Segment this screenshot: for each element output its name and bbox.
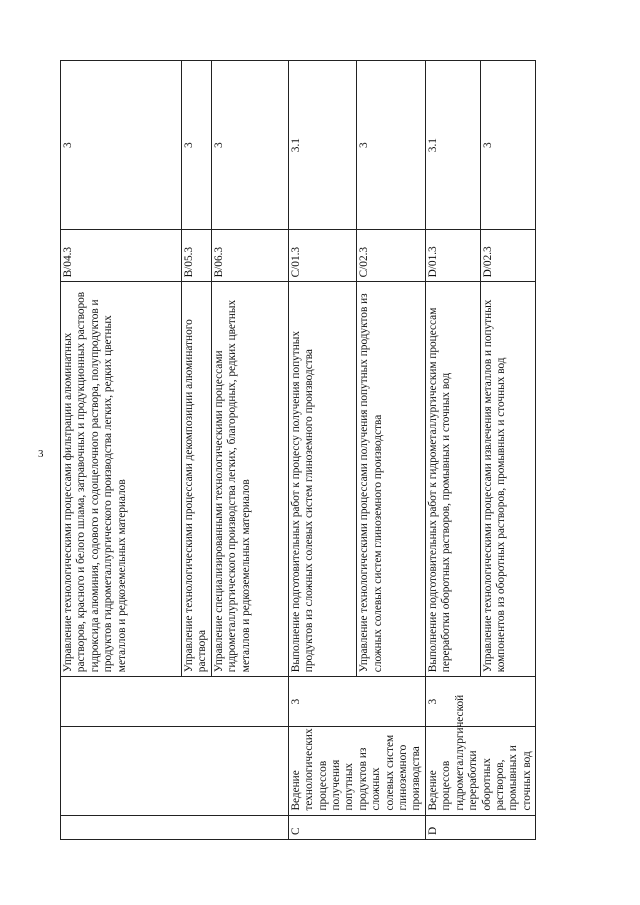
table-row bbox=[61, 61, 182, 840]
labor-function-level: 3.1 bbox=[288, 61, 357, 230]
qualification-level-cell bbox=[61, 677, 289, 727]
labor-function-name: Управление технологическими процессами фильтрации алюминатных растворов, красного и белого шлама, затравочных и продукционных растворов гидроксида алюминия, содового и содощелочного раствора, полупродуктов и продуктов гидрометаллургического производства легких, редких цветных металлов и редкоземельных материалов bbox=[61, 282, 182, 677]
labor-function-code: B/05.3 bbox=[182, 230, 212, 282]
function-code-cell bbox=[61, 815, 289, 839]
labor-function-name: Управление специализированными технологическими процессами гидрометаллургического производства легких, благородных, редких цветных металлов и редкоземельных материалов bbox=[211, 282, 288, 677]
rotated-table-container bbox=[60, 60, 533, 840]
function-name-cell bbox=[61, 727, 289, 815]
qualification-level-cell: 3 bbox=[425, 677, 535, 727]
table-row bbox=[288, 61, 357, 840]
page-number: 3 bbox=[38, 448, 44, 460]
function-code-cell: C bbox=[288, 815, 425, 839]
labor-function-level: 3 bbox=[357, 61, 426, 230]
labor-function-name: Выполнение подготовительных работ к процессу получения попутных продуктов из сложных солевых систем глиноземного производства bbox=[288, 282, 357, 677]
labor-function-name: Управление технологическими процессами декомпозиции алюминатного раствора bbox=[182, 282, 212, 677]
function-name-cell: Ведение технологических процессов получения попутных продуктов из сложных солевых систем глиноземного производства bbox=[288, 727, 425, 815]
labor-function-level: 3.1 bbox=[425, 61, 480, 230]
functions-table bbox=[60, 60, 536, 840]
labor-function-code: C/01.3 bbox=[288, 230, 357, 282]
labor-function-name: Управление технологическими процессами получения попутных продуктов из сложных солевых систем глиноземного производства bbox=[357, 282, 426, 677]
labor-function-code: B/04.3 bbox=[61, 230, 182, 282]
labor-function-code: D/02.3 bbox=[481, 230, 536, 282]
labor-function-code: C/02.3 bbox=[357, 230, 426, 282]
labor-function-name: Управление технологическими процессами извлечения металлов и попутных компонентов из оборотных растворов, промывных и сточных вод bbox=[481, 282, 536, 677]
labor-function-level: 3 bbox=[182, 61, 212, 230]
labor-function-code: B/06.3 bbox=[211, 230, 288, 282]
labor-function-level: 3 bbox=[211, 61, 288, 230]
labor-function-level: 3 bbox=[61, 61, 182, 230]
qualification-level-cell: 3 bbox=[288, 677, 425, 727]
function-code-cell: D bbox=[425, 815, 535, 839]
labor-function-level: 3 bbox=[481, 61, 536, 230]
table-row bbox=[425, 61, 480, 840]
function-name-cell: Ведение процессов гидрометаллургической переработки оборотных растворов, промывных и сточных вод bbox=[425, 727, 535, 815]
labor-function-code: D/01.3 bbox=[425, 230, 480, 282]
labor-function-name: Выполнение подготовительных работ к гидрометаллургическим процессам переработки оборотных растворов, промывных и сточных вод bbox=[425, 282, 480, 677]
